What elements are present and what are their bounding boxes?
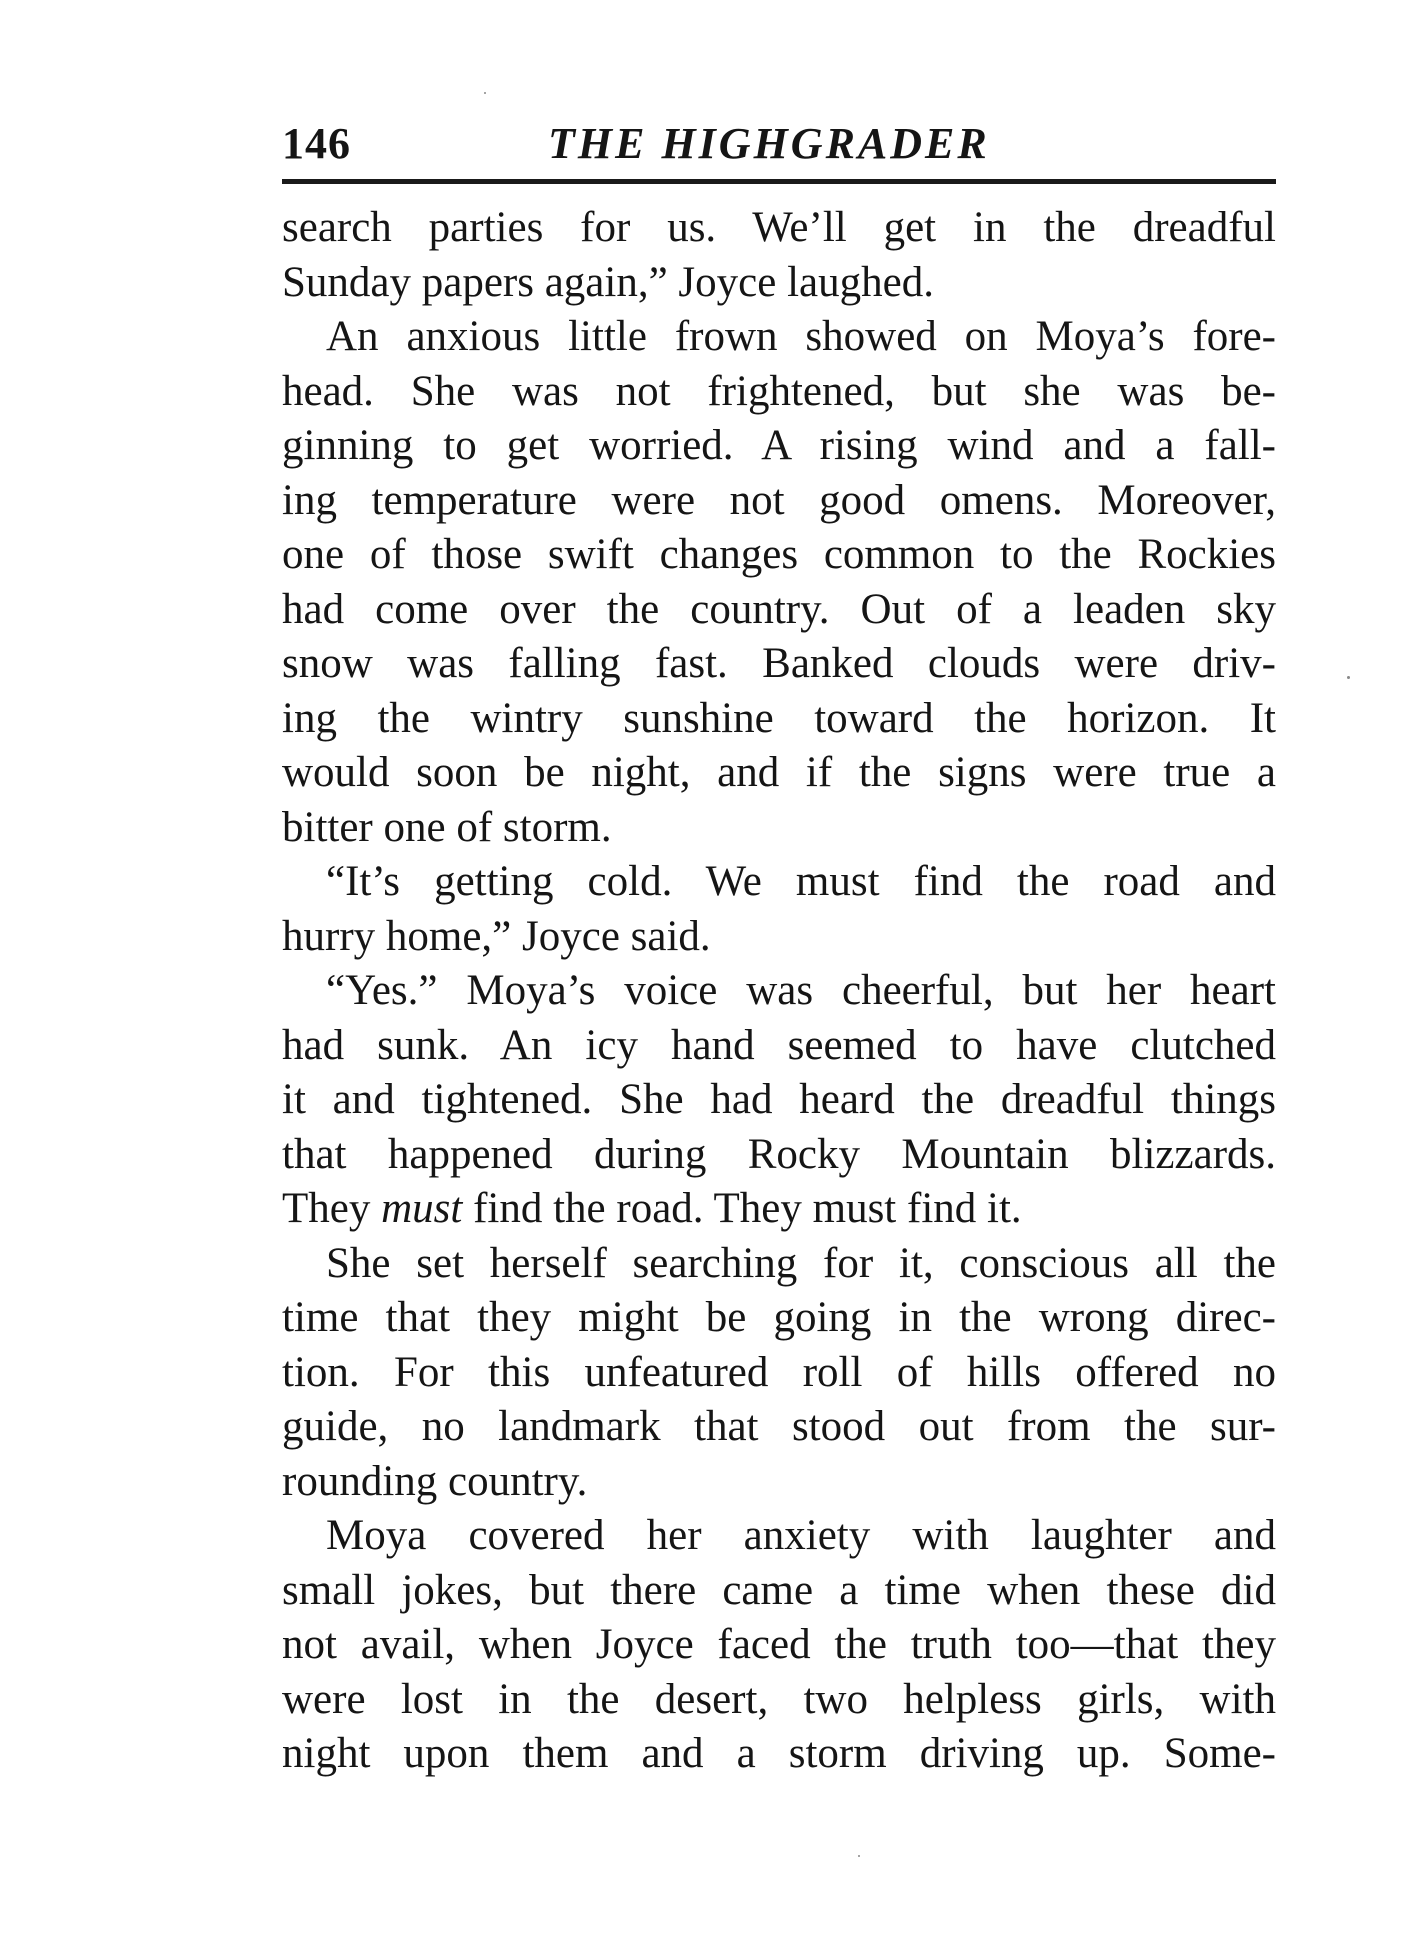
text-line: ing the wintry sunshine toward the horizon. It	[282, 694, 1276, 742]
text-line: that happened during Rocky Mountain blizzards.	[282, 1130, 1276, 1178]
page-number: 146	[282, 119, 351, 168]
text-line: An anxious little frown showed on Moya’s fore-	[326, 313, 1276, 360]
text-line: guide, no landmark that stood out from the sur-	[282, 1403, 1276, 1450]
text-line: had come over the country. Out of a leaden sky	[282, 585, 1276, 633]
text-line: one of those swift changes common to the Rockies	[282, 531, 1276, 578]
paper-speck	[484, 92, 486, 94]
text-line: not avail, when Joyce faced the truth too—that they	[282, 1621, 1276, 1668]
paper-speck	[858, 1855, 860, 1857]
text-line: hurry home,” Joyce said.	[282, 912, 711, 960]
page-header	[282, 118, 1276, 178]
text-line: “Yes.” Moya’s voice was cheerful, but her heart	[326, 967, 1276, 1014]
text-line: were lost in the desert, two helpless girls, with	[282, 1675, 1276, 1723]
text-line: She set herself searching for it, conscious all the	[326, 1239, 1276, 1287]
text-line: bitter one of storm.	[282, 803, 612, 851]
text-line: had sunk. An icy hand seemed to have clutched	[282, 1021, 1276, 1069]
running-title: THE HIGHGRADER	[548, 119, 990, 168]
text-line: head. She was not frightened, but she was be-	[282, 367, 1276, 415]
italic-emphasis: must	[381, 1185, 463, 1232]
text-line: ginning to get worried. A rising wind and a fall-	[282, 422, 1276, 469]
text-line: Sunday papers again,” Joyce laughed.	[282, 258, 934, 306]
text-line: night upon them and a storm driving up. Some-	[282, 1730, 1276, 1777]
text-line: search parties for us. We’ll get in the dreadful	[282, 204, 1276, 251]
text-line: tion. For this unfeatured roll of hills offered no	[282, 1348, 1276, 1396]
header-rule	[282, 179, 1276, 184]
text-line: would soon be night, and if the signs were true a	[282, 749, 1276, 796]
text-line: it and tightened. She had heard the dreadful things	[282, 1076, 1276, 1123]
paper-speck	[1347, 676, 1350, 679]
text-line: snow was falling fast. Banked clouds were driv-	[282, 640, 1276, 687]
text-line: time that they might be going in the wrong direc-	[282, 1294, 1276, 1341]
text-line: small jokes, but there came a time when these did	[282, 1566, 1276, 1614]
text-line: They must find the road. They must find it.	[282, 1185, 1022, 1232]
text-line: “It’s getting cold. We must find the road and	[326, 858, 1276, 905]
text-line: ing temperature were not good omens. Moreover,	[282, 476, 1276, 524]
text-line: Moya covered her anxiety with laughter and	[326, 1512, 1276, 1559]
text-line: rounding country.	[282, 1457, 588, 1505]
body-text	[282, 201, 1276, 1782]
